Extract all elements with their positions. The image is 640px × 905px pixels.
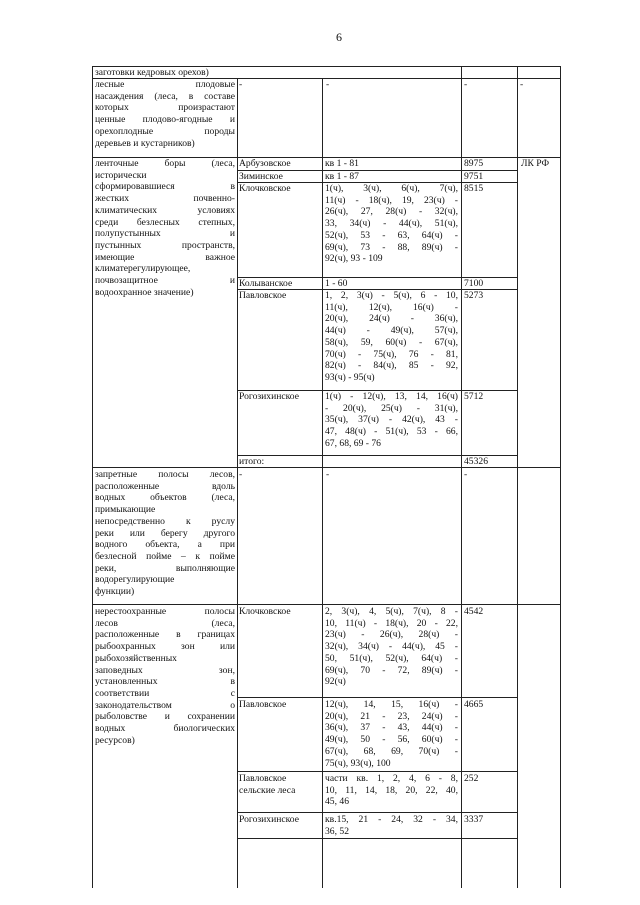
row-line-pavl-selsk (237, 812, 518, 813)
quarters-line: 20(ч), 24(ч) - 36(ч), (325, 313, 458, 325)
row-line-kloch2 (237, 697, 518, 698)
quarters-line: 20(ч), 21 - 23, 24(ч) - (325, 710, 458, 722)
quarters-line: 67(ч), 68, 69, 70(ч) - (325, 745, 458, 757)
area: 252 (464, 773, 479, 784)
row4-line-7: соответствии с (95, 687, 235, 699)
row3-line-2: водных объектов (леса, (95, 492, 235, 504)
row1-line-0: лесные плодовые (95, 79, 235, 90)
row3-line-5: реки или берегу другого (95, 527, 235, 539)
quarters-line: - 20(ч), 25(ч) - 31(ч), (325, 402, 458, 414)
row1-dash-col4: - (464, 79, 468, 90)
row1-line-2: которых произрастают (95, 102, 235, 114)
row1-line-3: ценные плодово-ягодные и (95, 114, 235, 126)
row4-line-6: установленных в (95, 676, 235, 688)
row2-line-10: почвозащитное и (95, 275, 235, 287)
row2-line-5: среди безлесных степных, (95, 216, 235, 228)
row2-line-0: ленточные боры (леса, (95, 158, 235, 169)
quarters-line: 1(ч), 3(ч), 6(ч), 7(ч), (325, 183, 458, 194)
row3-dash-col2: - (239, 469, 243, 480)
quarters (325, 773, 458, 808)
quarters (325, 290, 458, 384)
table-right-border (560, 66, 561, 888)
row2-line-8: имеющие важное (95, 251, 235, 263)
row2-line-11: водоохранное значение) (95, 286, 194, 298)
quarters-line: 36(ч), 37 - 43, 44(ч) - (325, 722, 458, 734)
col-divider-1 (237, 78, 238, 888)
page-number: 6 (336, 30, 342, 44)
quarters (325, 391, 458, 450)
quarters-line: 49(ч), 50 - 56, 60(ч) - (325, 734, 458, 746)
quarters-line: 23(ч) - 26(ч), 28(ч) - (325, 629, 458, 641)
quarters (325, 814, 458, 837)
row4-line-10: водных биологических (95, 723, 235, 735)
row3-line-8: реки, выполняющие (95, 562, 235, 574)
forestry-name: Павловское (239, 699, 287, 710)
col-divider-2 (322, 78, 323, 888)
row2-line-6: полупустынных и (95, 228, 235, 240)
row1-dash-col2: - (239, 79, 243, 90)
forestry-name: Зиминское (239, 171, 283, 182)
quarters-line: 92(ч), 93 - 109 (325, 253, 383, 265)
quarters-line: 93(ч) - 95(ч) (325, 371, 375, 383)
row4-description (95, 606, 235, 746)
row1-line-5: деревьев и кустарников) (95, 137, 195, 149)
quarters-line: 32(ч), 34(ч) - 44(ч), 45 - (325, 641, 458, 653)
quarters-line: 75(ч), 93(ч), 100 (325, 757, 391, 769)
row3-line-9: водорегулирующие (95, 574, 175, 586)
row3-line-1: расположенные вдоль (95, 480, 235, 492)
forestry-name: Павловское (239, 290, 287, 301)
row0-text: заготовки кедровых орехов) (95, 67, 209, 78)
quarters (325, 606, 458, 688)
forestry-name: Рогозихинское (239, 391, 299, 402)
col-divider-3 (461, 66, 462, 888)
quarters-line: 12(ч), 14, 15, 16(ч) - (325, 699, 458, 710)
quarters-line: 69(ч), 73 - 88, 89(ч) - (325, 241, 458, 253)
forestry-name: Клочковское (239, 606, 291, 617)
forestry-name (239, 773, 295, 796)
row1-line-4: орехоплодные породы (95, 125, 235, 137)
quarters-line: 11(ч) - 18(ч), 19, 23(ч) - (325, 194, 458, 206)
area: 5712 (464, 391, 484, 402)
row2-line-2: сформировавшиеся в (95, 181, 235, 193)
row3-line-10: функции) (95, 586, 135, 598)
quarters-line: 58(ч), 59, 60(ч) - 67(ч), (325, 336, 458, 348)
forestry-name: Рогозихинское (239, 814, 299, 825)
row2-line-3: жестких почвенно- (95, 193, 235, 205)
quarters: 1 - 60 (325, 278, 348, 289)
row2-legal-basis: ЛК РФ (521, 158, 550, 169)
area: 4665 (464, 699, 484, 710)
row-line-3 (92, 467, 561, 468)
row4-line-2: расположенные в границах (95, 629, 235, 641)
row1-line-1: насаждения (леса, в составе (95, 90, 235, 102)
row3-dash-col4: - (464, 469, 468, 480)
quarters-line: 82(ч) - 84(ч), 85 - 92, (325, 360, 458, 372)
quarters-line: кв.15, 21 - 24, 32 - 34, (325, 814, 458, 825)
quarters-line: 1, 2, 3(ч) - 5(ч), 6 - 10, (325, 290, 458, 301)
row1-description (95, 79, 235, 149)
quarters-line: 70(ч) - 75(ч), 76 - 81, (325, 348, 458, 360)
row3-line-6: водного объекта, а при (95, 539, 235, 551)
quarters-line: 67, 68, 69 - 76 (325, 437, 381, 449)
quarters-line: 33, 34(ч) - 44(ч), 51(ч), (325, 218, 458, 230)
row4-line-8: законодательством о (95, 699, 235, 711)
row4-line-4: рыбохозяйственных (95, 652, 177, 664)
row3-description (95, 469, 235, 598)
row1-dash-col5: - (520, 79, 524, 90)
quarters-line: 2, 3(ч), 4, 5(ч), 7(ч), 8 - (325, 606, 458, 617)
row3-line-4: непосредственно к руслу (95, 515, 235, 527)
forestry-name: Колыванское (239, 278, 293, 289)
row-line-pavl2 (237, 771, 518, 772)
row3-line-0: запретные полосы лесов, (95, 469, 235, 480)
area: 8975 (464, 158, 484, 169)
area: 7100 (464, 278, 484, 289)
area: 9751 (464, 171, 484, 182)
area: 8515 (464, 183, 484, 194)
quarters: кв 1 - 87 (325, 171, 359, 182)
quarters-line: 44(ч) - 49(ч), 57(ч), (325, 325, 458, 337)
row3-line-3: примыкающие (95, 504, 156, 516)
total-value: 45326 (464, 456, 488, 467)
row4-line-5: заповедных зон, (95, 664, 235, 676)
quarters: кв 1 - 81 (325, 158, 359, 169)
row4-line-1: лесов (леса, (95, 617, 235, 629)
quarters-line: 11(ч), 12(ч), 16(ч) - (325, 301, 458, 313)
quarters-line: части кв. 1, 2, 4, 6 - 8, (325, 773, 458, 784)
area: 3337 (464, 814, 484, 825)
row4-line-0: нерестоохранные полосы (95, 606, 235, 617)
row4-line-11: ресурсов) (95, 734, 135, 746)
area: 5273 (464, 290, 484, 301)
row-line-4 (92, 604, 561, 605)
forestry-name: Арбузовское (239, 158, 291, 169)
forestry-name-line: Павловское (239, 773, 287, 784)
table-left-border (92, 66, 93, 888)
quarters-line: 10, 11, 14, 18, 20, 22, 40, (325, 784, 458, 796)
row2-line-4: климатических условиях (95, 204, 235, 216)
col-divider-4 (517, 66, 518, 888)
total-label: итого: (239, 456, 265, 467)
area: 4542 (464, 606, 484, 617)
row2-line-9: климатерегулирующее, (95, 263, 191, 275)
forestry-name: Клочковское (239, 183, 291, 194)
row4-line-3: рыбоохранных зон или (95, 641, 235, 653)
quarters-line: 35(ч), 37(ч) - 42(ч), 43 - (325, 414, 458, 426)
row2-line-7: пустынных пространств, (95, 239, 235, 251)
quarters-line: 52(ч), 53 - 63, 64(ч) - (325, 229, 458, 241)
row3-dash-col3: - (326, 469, 330, 480)
quarters-line: 50, 51(ч), 52(ч), 64(ч) - (325, 652, 458, 664)
forestry-name-line: сельские леса (239, 784, 296, 796)
quarters-line: 36, 52 (325, 825, 349, 837)
quarters (325, 183, 458, 265)
row2-description (95, 158, 235, 298)
quarters-line: 1(ч) - 12(ч), 13, 14, 16(ч) (325, 391, 458, 402)
quarters-line: 45, 46 (325, 796, 349, 808)
quarters (325, 699, 458, 769)
quarters-line: 92(ч) (325, 676, 346, 688)
row4-line-9: рыболовстве и сохранении (95, 711, 235, 723)
row2-line-1: исторически (95, 169, 147, 181)
quarters-line: 69(ч), 70 - 72, 89(ч) - (325, 664, 458, 676)
quarters-line: 47, 48(ч) - 51(ч), 53 - 66, (325, 426, 458, 438)
row3-line-7: безлесной пойме – к пойме (95, 550, 235, 562)
row-line-bottom-sub (237, 838, 518, 839)
row1-dash-col3: - (326, 79, 330, 90)
quarters-line: 10, 11(ч) - 18(ч), 20 - 22, (325, 617, 458, 629)
quarters-line: 26(ч), 27, 28(ч) - 32(ч), (325, 206, 458, 218)
